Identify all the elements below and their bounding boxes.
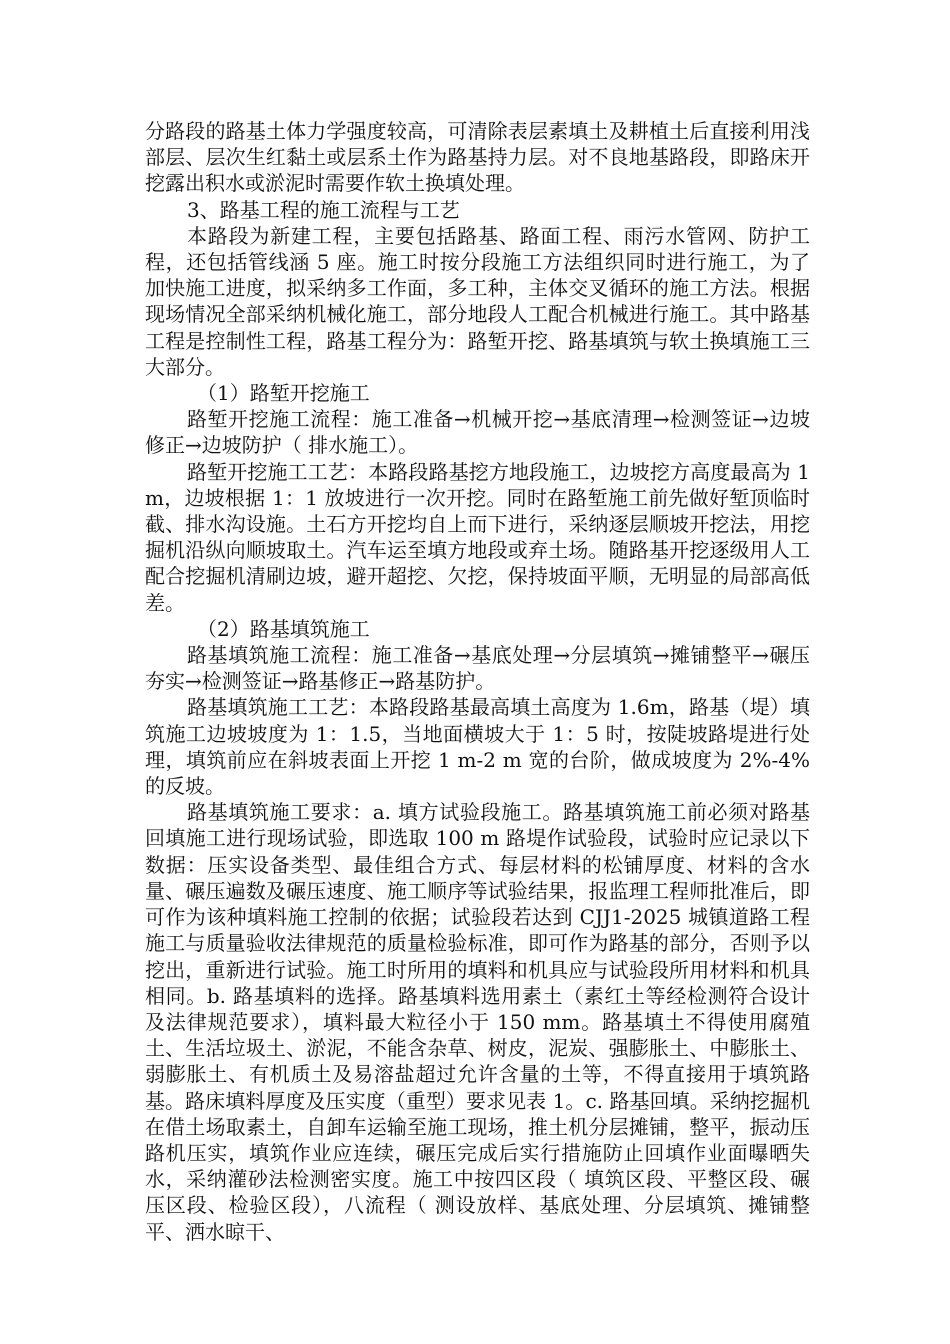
paragraph-fill-process: 路基填筑施工流程：施工准备→基底处理→分层填筑→摊铺整平→碾压夯实→检测签证→路基修正→路基防护。 — [145, 643, 810, 694]
subheading-embankment-fill: （2）路基填筑施工 — [197, 616, 370, 641]
section-heading-3: 3、路基工程的施工流程与工艺 — [187, 197, 460, 222]
paragraph-cut-technique: 路堑开挖施工工艺：本路段路基挖方地段施工，边坡挖方高度最高为 1m，边坡根据 1：1 放坡进行一次开挖。同时在路堑施工前先做好堑顶临时截、排水沟设施。土石方开挖均自上而下进行，采纳逐层顺坡开挖法，用挖掘机沿纵向顺坡取土。汽车运至填方地段或弃土场。随路基开挖逐级用人工配合挖掘机清刷边坡，避开超挖、欠挖，保持坡面平顺，无明显的局部高低差。 — [145, 459, 810, 615]
paragraph-fill-requirements: 路基填筑施工要求：a. 填方试验段施工。路基填筑施工前必须对路基回填施工进行现场试验，即选取 100 m 路堤作试验段，试验时应记录以下数据：压实设备类型、最佳组合方式、每层材料的松铺厚度、材料的含水量、碾压遍数及碾压速度、施工顺序等试验结果，报监理工程师批准后，即可作为该种填料施工控制的依据；试验段若达到 CJJ1-2025 城镇道路工程施工与质量验收法律规范的质量检验标准，即可作为路基的部分，否则予以挖出，重新进行试验。施工时所用的填料和机具应与试验段所用材料和机具相同。b. 路基填料的选择。路基填料选用素土（素红土等经检测符合设计及法律规范要求），填料最大粒径小于 150 mm。路基填土不得使用腐殖土、生活垃圾土、淤泥，不能含杂草、树皮，泥炭、强膨胀土、中膨胀土、弱膨胀土、有机质土及易溶盐超过允许含量的土等，不得直接用于填筑路基。路床填料厚度及压实度（重型）要求见表 1。c. 路基回填。采纳挖掘机在借土场取素土，自卸车运输至施工现场，推土机分层摊铺，整平，振动压路机压实，填筑作业应连续，碾压完成后实行措施防止回填作业面曝晒失水，采纳灌砂法检测密实度。施工中按四区段（ 填筑区段、平整区段、碾压区段、检验区段），八流程（ 测设放样、基底处理、分层填筑、摊铺整平、洒水晾干、 — [145, 800, 810, 1244]
paragraph-cut-process: 路堑开挖施工流程：施工准备→机械开挖→基底清理→检测签证→边坡修正→边坡防护（ 排水施工）。 — [145, 407, 810, 458]
paragraph-continuation: 分路段的路基土体力学强度较高，可清除表层素填土及耕植土后直接利用浅部层、层次生红黏土或层系土作为路基持力层。对不良地基路段，即路床开挖露出积水或淤泥时需要作软土换填处理。 — [145, 119, 810, 196]
subheading-cut-excavation: （1）路堑开挖施工 — [197, 381, 370, 406]
paragraph-project-overview: 本路段为新建工程，主要包括路基、路面工程、雨污水管网、防护工程，还包括管线涵 5 座。施工时按分段施工方法组织同时进行施工，为了加快施工进度，拟采纳多工作面，多工种，主体交叉循环的施工方法。根据现场情况全部采纳机械化施工，部分地段人工配合机械进行施工。其中路基工程是控制性工程，路基工程分为：路堑开挖、路基填筑与软土换填施工三大部分。 — [145, 223, 810, 379]
document-page — [145, 118, 810, 1245]
paragraph-fill-technique: 路基填筑施工工艺：本路段路基最高填土高度为 1.6m，路基（堤）填筑施工边坡坡度为 1：1.5，当地面横坡大于 1：5 时，按陡坡路堤进行处理，填筑前应在斜坡表面上开挖 1 m-2 m 宽的台阶，做成坡度为 2%-4%的反坡。 — [145, 695, 810, 799]
